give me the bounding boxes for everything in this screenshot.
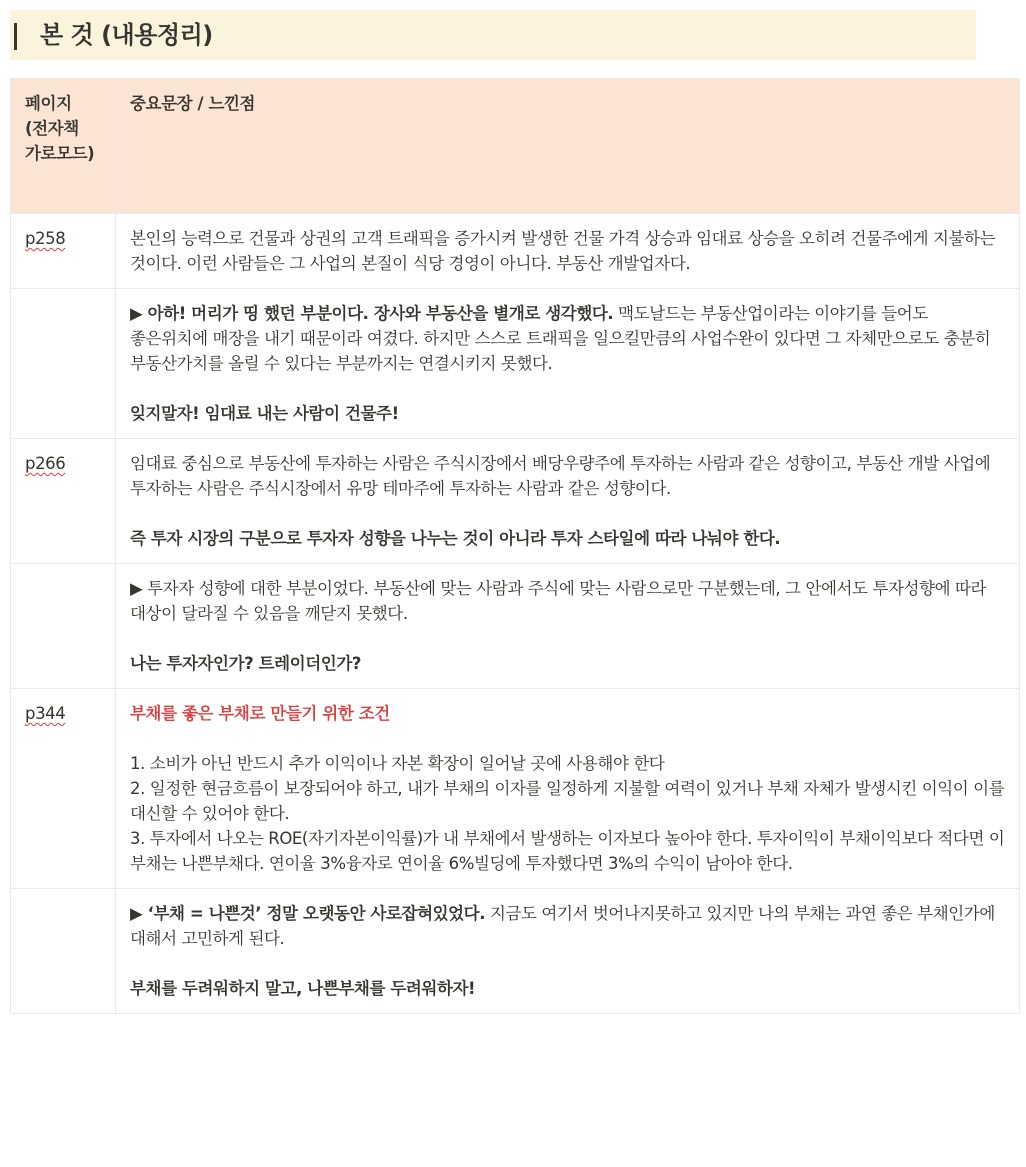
list-item: 2. 일정한 현금흐름이 보장되어야 하고, 내가 부채의 이자를 일정하게 지불할 여력이 있거나 부채 자체가 발생시킨 이익이 이를 대신할 수 있어야 한다.: [130, 779, 1005, 823]
note-takeaway: 나는 투자자인가? 트레이더인가?: [130, 654, 362, 673]
header-page-column: 페이지 (전자책 가로모드): [11, 79, 116, 214]
note-cell: [116, 439, 1020, 564]
section-heading-title: 본 것 (내용정리): [40, 21, 213, 49]
note-cell: [116, 889, 1020, 1014]
section-heading: [10, 10, 976, 60]
page-cell: [11, 439, 116, 564]
page-reference: p344: [25, 704, 66, 723]
note-text: 임대료 중심으로 부동산에 투자하는 사람은 주식시장에서 배당우량주에 투자하는 사람과 같은 성향이고, 부동산 개발 사업에 투자하는 사람은 주식시장에서 유망 테마주에 투자하는 사람과 같은 성향이다.: [130, 454, 991, 498]
table-row: [11, 689, 1020, 889]
page-cell: [11, 289, 116, 439]
page-cell: [11, 689, 116, 889]
list-item: 1. 소비가 아닌 반드시 추가 이익이나 자본 확장이 일어날 곳에 사용해야 한다: [130, 754, 665, 773]
page-cell: [11, 214, 116, 289]
table-row: [11, 439, 1020, 564]
table-row: [11, 889, 1020, 1014]
heading-accent-bar: [14, 23, 17, 50]
note-text: 지금도 여기서 벗어나지못하고 있지만 나의 부채는 과연 좋은 부채인가에 대해서 고민하게 된다.: [130, 904, 995, 948]
note-red-title: 부채를 좋은 부채로 만들기 위한 조건: [130, 704, 390, 723]
page-cell: [11, 889, 116, 1014]
page-reference: p258: [25, 229, 66, 248]
table-row: [11, 214, 1020, 289]
note-bold-lead: ▶ ‘부채 = 나쁜것’ 정말 오랫동안 사로잡혀있었다.: [130, 904, 486, 923]
note-cell: [116, 689, 1020, 889]
table-header-row: [11, 79, 1020, 214]
note-takeaway: 즉 투자 시장의 구분으로 투자자 성향을 나누는 것이 아니라 투자 스타일에 따라 나눠야 한다.: [130, 529, 781, 548]
header-note-column: 중요문장 / 느낀점: [116, 79, 1020, 214]
note-text: 맥도날드는 부동산업이라는 이야기를 들어도 좋은위치에 매장을 내기 때문이라 여겼다. 하지만 스스로 트래픽을 일으킬만큼의 사업수완이 있다면 그 자체만으로도 충분히 부동산가치를 올릴 수 있다는 부분까지는 연결시키지 못했다.: [130, 304, 991, 373]
page-cell: [11, 564, 116, 689]
list-item: 3. 투자에서 나오는 ROE(자기자본이익률)가 내 부채에서 발생하는 이자보다 높아야 한다. 투자이익이 부채이익보다 적다면 이 부채는 나쁜부채다. 연이율 3%융자로 연이율 6%빌딩에 투자했다면 3%의 수익이 남아야 한다.: [130, 829, 1005, 873]
page-reference: p266: [25, 454, 66, 473]
table-row: [11, 564, 1020, 689]
note-cell: [116, 564, 1020, 689]
note-text: ▶ 투자자 성향에 대한 부분이었다. 부동산에 맞는 사람과 주식에 맞는 사람으로만 구분했는데, 그 안에서도 투자성향에 따라 대상이 달라질 수 있음을 깨닫지 못했다.: [130, 579, 987, 623]
note-cell: [116, 214, 1020, 289]
note-bold-lead: ▶ 아하! 머리가 띵 했던 부분이다. 장사와 부동산을 별개로 생각했다.: [130, 304, 614, 323]
note-takeaway: 부채를 두려워하지 말고, 나쁜부채를 두려워하자!: [130, 979, 476, 998]
note-text: 본인의 능력으로 건물과 상권의 고객 트래픽을 증가시켜 발생한 건물 가격 상승과 임대료 상승을 오히려 건물주에게 지불하는 것이다. 이런 사람들은 그 사업의 본질이 식당 경영이 아니다. 부동산 개발업자다.: [130, 229, 996, 273]
notes-table: [10, 78, 1020, 1014]
note-takeaway: 잊지말자! 임대료 내는 사람이 건물주!: [130, 404, 399, 423]
table-row: [11, 289, 1020, 439]
note-cell: [116, 289, 1020, 439]
